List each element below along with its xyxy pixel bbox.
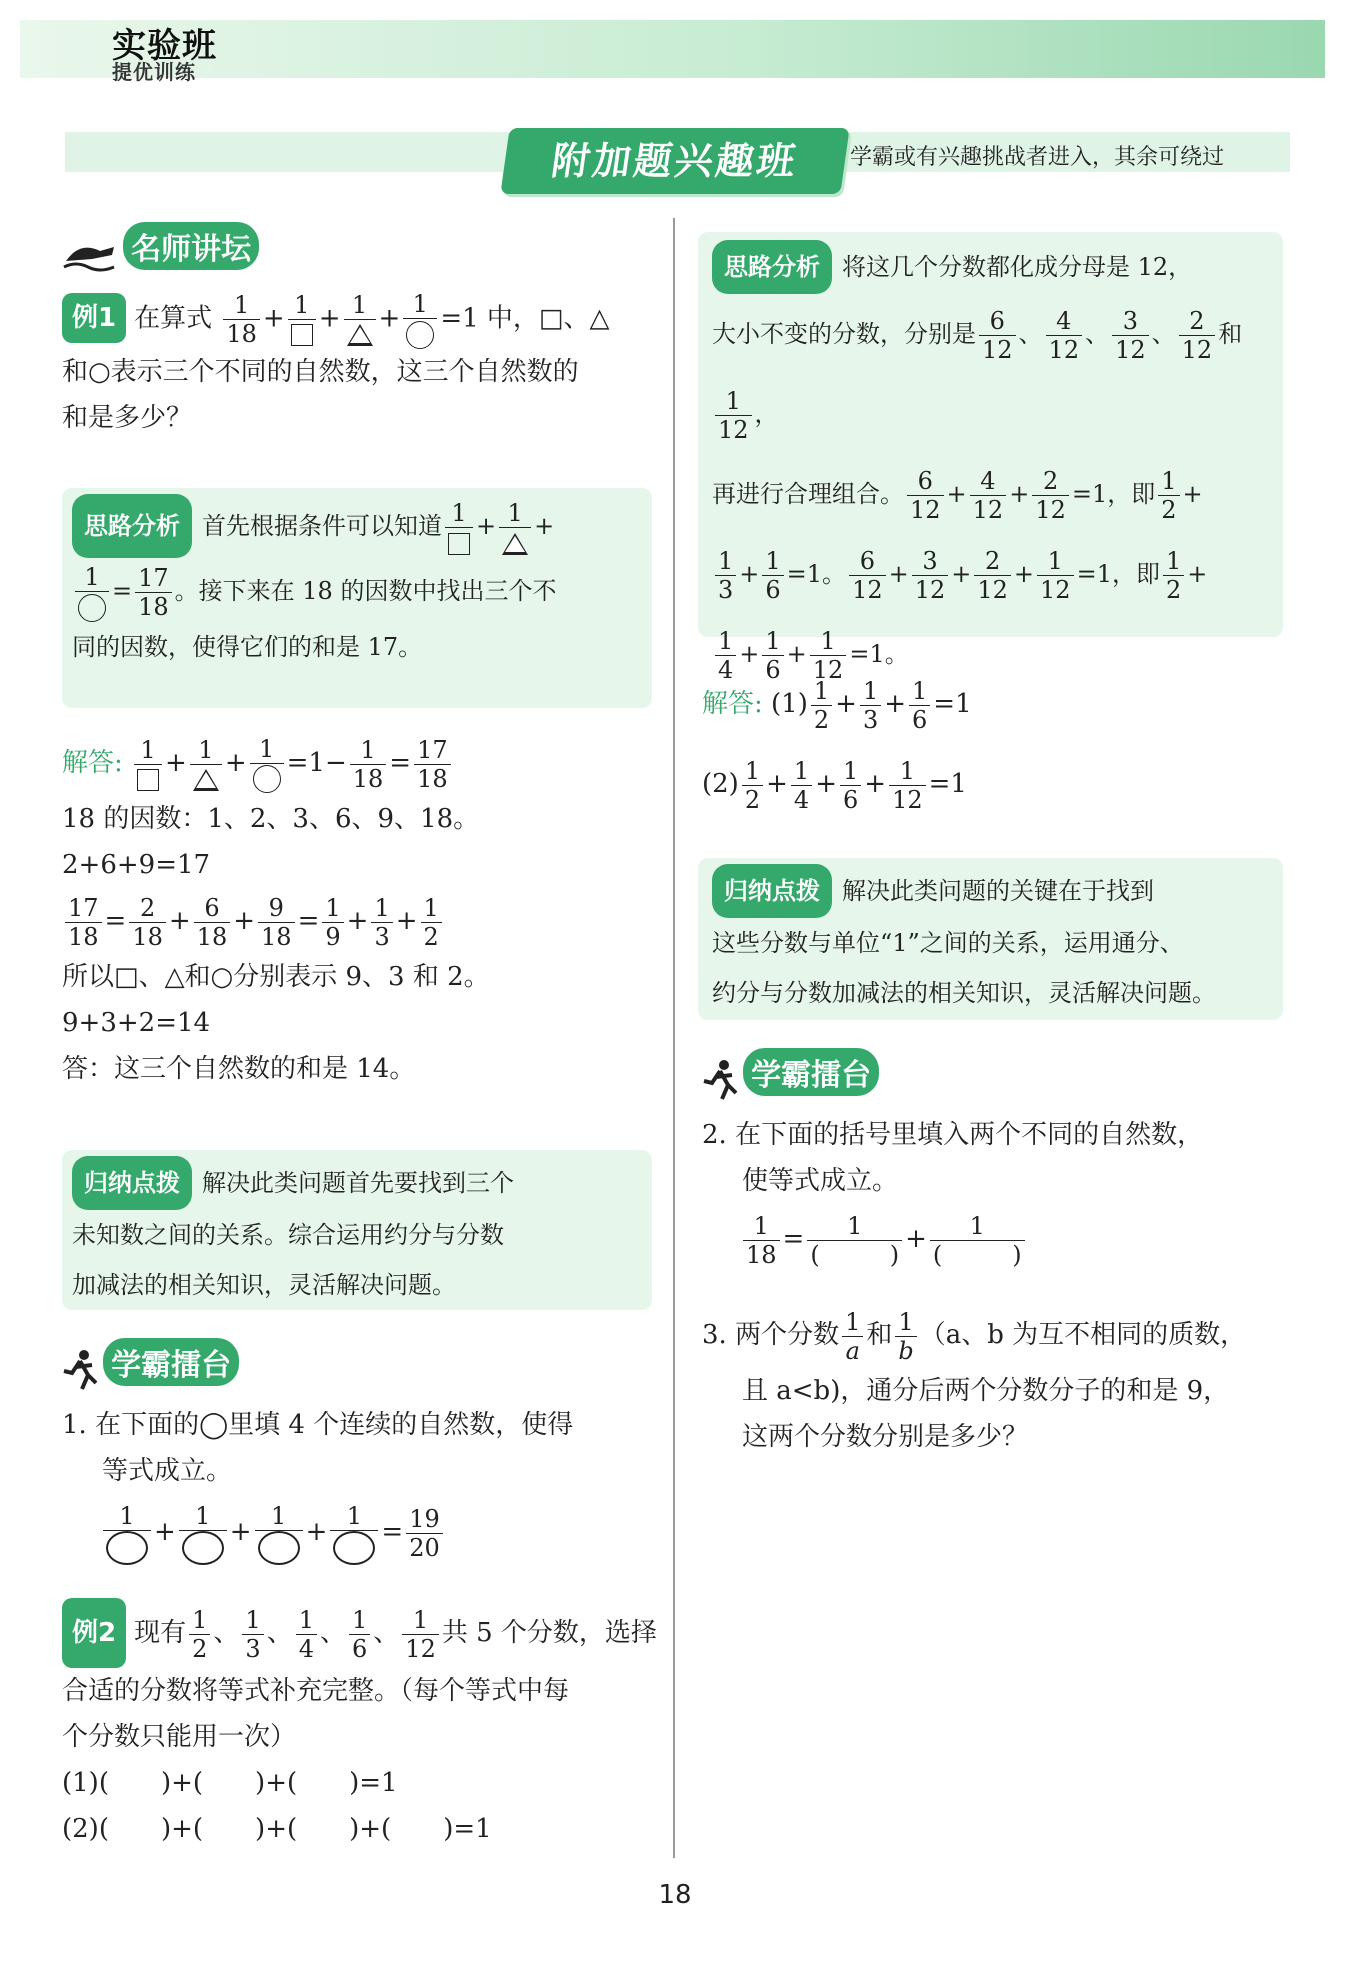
example-2: 例2 现有 $\frac{1}{2}$ 、 $\frac{1}{3}$ 、 $\frac{1}{4}$ 、 $\frac{1}{6}$ 、 $\frac{1}{12}$ 共 5 个分数，选择 合适的分数将等式补充完整。（每个等式中每 个分数只能用一次） (1)( )+( )+( )=1 (2)( )+( )+( )+( )=1 — [62, 1598, 662, 1852]
page-number: 18 — [658, 1880, 692, 1910]
question-2-equation: $\frac{1}{18}$ = $\frac{1}{( )}$ + $\frac{1}{( )}$ — [702, 1204, 1282, 1274]
example-2-tag: 例2 — [62, 1598, 126, 1668]
runner-icon — [702, 1059, 738, 1103]
solution-2: 解答: (1) $\frac{1}{2}$ + $\frac{1}{3}$ + $\frac{1}{6}$ =1 (2) $\frac{1}{2}$ + $\frac{1}{4}$ + $\frac{1}{6}$ + $\frac{1}{12}$ =1 — [702, 676, 972, 814]
brand-title: 实验班 — [112, 26, 217, 66]
question-3: 3. 两个分数 $\frac{1}{a}$ 和 $\frac{1}{b}$ （a、b 为互不相同的质数， 且 a<b)，通分后两个分数分子的和是 9， 这两个分数分别是多少？ — [702, 1307, 1247, 1452]
analysis-2: 思路分析 将这几个分数都化成分母是 12， 大小不变的分数，分别是 $\frac{6}{12}$ 、 $\frac{4}{12}$ 、 $\frac{3}{12}$ 、 $\frac{2}{12}$ 和 $\frac{1}{12}$ ， 再进行合理组合。 $\frac{6}{12}$ + $\frac{4}{12}$ + $\frac{2}{12}$ =1，即 $\frac{1}{2}$ + $\frac{1}{3}$ + $\frac{1}{6}$ =1。 $\frac{6}{12}$ + $\frac{3}{12}$ + $\frac{2}{12}$ + $\frac{1}{12}$ =1，即 $\frac{1}{2}$ + $\frac{1}{4}$ + $\frac{1}{6}$ + $\frac{1}{12}$ =1。 — [712, 240, 1282, 694]
question-1-equation: 1 + 1 + 1 + 1 = $\frac{19}{20}$ — [62, 1494, 662, 1570]
runner-icon — [62, 1349, 98, 1393]
summary-1: 归纳点拨 解决此类问题首先要找到三个 未知数之间的关系。综合运用约分与分数 加减法的相关知识，灵活解决问题。 — [72, 1156, 647, 1310]
swimmer-icon — [62, 237, 118, 273]
banner-note: 学霸或有兴趣挑战者进入，其余可绕过 — [850, 145, 1225, 170]
question-1: 1. 在下面的◯里填 4 个连续的自然数，使得 等式成立。 1 + 1 + 1 + 1 = $\frac{19}{20}$ — [62, 1402, 662, 1570]
section-title: 学霸擂台 — [103, 1338, 239, 1386]
section-title: 名师讲坛 — [123, 232, 261, 267]
brand-subtitle: 提优训练 — [112, 60, 196, 84]
section-header-arena-right — [702, 1048, 881, 1103]
section-header-teacher — [62, 222, 261, 273]
summary-tag: 归纳点拨 — [712, 864, 832, 918]
summary-2: 归纳点拨 解决此类问题的关键在于找到 这些分数与单位“1”之间的关系，运用通分、 约分与分数加减法的相关知识，灵活解决问题。 — [712, 864, 1282, 1018]
analysis-tag: 思路分析 — [712, 240, 832, 294]
example-1-tag: 例1 — [62, 293, 126, 343]
solution-1: 解答: 1 + 1 + 1 =1− $\frac{1}{18}$ = $\frac{17}{18}$ 18 的因数：1、2、3、6、9、18。 2+6+9=17 $\frac{17}{18}$ = $\frac{2}{18}$ + $\frac{6}{18}$ + $\frac{9}{18}$ = $\frac{1}{9}$ + $\frac{1}{3}$ + $\frac{1}{2}$ 所以□、△和○分别表示 9、3 和 2。 9+3+2=14 答：这三个自然数的和是 14。 — [62, 734, 490, 1084]
section-title: 学霸擂台 — [743, 1048, 879, 1096]
analysis-tag: 思路分析 — [72, 494, 192, 558]
solution-label: 解答: — [62, 748, 123, 778]
example-1: 例1 在算式 $\frac{1}{18}$ + 1 + 1 + 1 =1 中，□、△ 和○表示三个不同的自然数，这三个自然数的 和是多少？ — [62, 290, 610, 433]
summary-tag: 归纳点拨 — [72, 1156, 192, 1210]
question-2: 2. 在下面的括号里填入两个不同的自然数， 使等式成立。 $\frac{1}{18}$ = $\frac{1}{( )}$ + $\frac{1}{( )}$ — [702, 1112, 1282, 1274]
analysis-1: 思路分析 首先根据条件可以知道 1 + 1 + 1 = $\frac{17}{18}$ 。接下来在 18 的因数中找出三个不 同的因数，使得它们的和是 17。 — [72, 494, 647, 670]
column-divider — [673, 218, 675, 1858]
section-header-arena-left — [62, 1338, 241, 1393]
banner-title: 附加题兴趣班 — [500, 128, 849, 194]
solution-label: 解答: — [702, 689, 763, 719]
